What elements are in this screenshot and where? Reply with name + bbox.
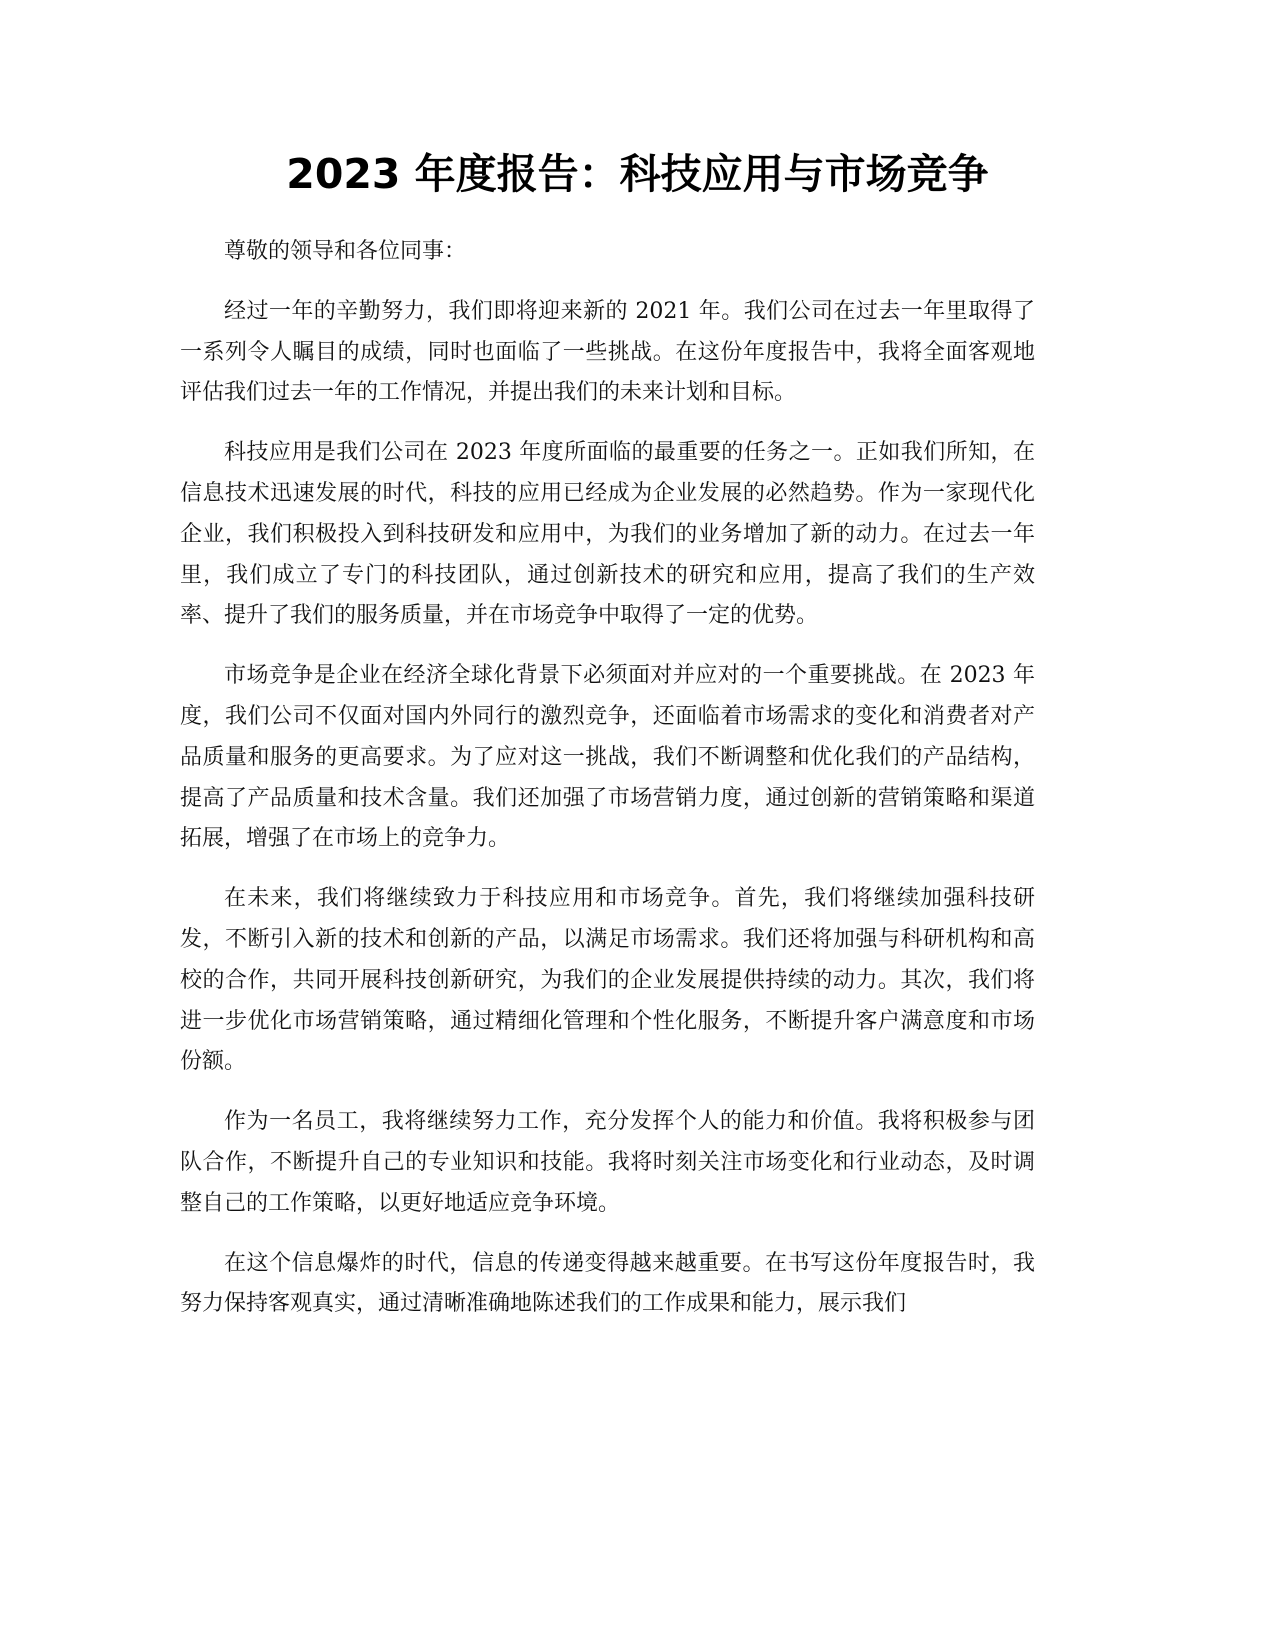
paragraph: 在未来，我们将继续致力于科技应用和市场竞争。首先，我们将继续加强科技研发，不断引入新的技术和创新的产品，以满足市场需求。我们还将加强与科研机构和高校的合作，共同开展科技创新研究，为我们的企业发展提供持续的动力。其次，我们将进一步优化市场营销策略，通过精细化管理和个性化服务，不断提升客户满意度和市场份额。: [180, 886, 1035, 1075]
paragraph: 市场竞争是企业在经济全球化背景下必须面对并应对的一个重要挑战。在 2023 年度，我们公司不仅面对国内外同行的激烈竞争，还面临着市场需求的变化和消费者对产品质量和服务的更高要求。为了应对这一挑战，我们不断调整和优化我们的产品结构，提高了产品质量和技术含量。我们还加强了市场营销力度，通过创新的营销策略和渠道拓展，增强了在市场上的竞争力。: [180, 663, 1035, 852]
paragraph: 作为一名员工，我将继续努力工作，充分发挥个人的能力和价值。我将积极参与团队合作，不断提升自己的专业知识和技能。我将时刻关注市场变化和行业动态，及时调整自己的工作策略，以更好地适应竞争环境。: [180, 1109, 1035, 1216]
salutation: 尊敬的领导和各位同事：: [224, 239, 467, 264]
document-body: [180, 232, 1035, 1344]
paragraph: 经过一年的辛勤努力，我们即将迎来新的 2021 年。我们公司在过去一年里取得了一系列令人瞩目的成绩，同时也面临了一些挑战。在这份年度报告中，我将全面客观地评估我们过去一年的工作情况，并提出我们的未来计划和目标。: [180, 298, 1035, 406]
document-title: 2023 年度报告：科技应用与市场竞争: [286, 150, 989, 198]
paragraph: 在这个信息爆炸的时代，信息的传递变得越来越重要。在书写这份年度报告时，我努力保持客观真实，通过清晰准确地陈述我们的工作成果和能力，展示我们: [180, 1250, 1035, 1317]
paragraph: 科技应用是我们公司在 2023 年度所面临的最重要的任务之一。正如我们所知，在信息技术迅速发展的时代，科技的应用已经成为企业发展的必然趋势。作为一家现代化企业，我们积极投入到科技研发和应用中，为我们的业务增加了新的动力。在过去一年里，我们成立了专门的科技团队，通过创新技术的研究和应用，提高了我们的生产效率、提升了我们的服务质量，并在市场竞争中取得了一定的优势。: [180, 440, 1035, 629]
